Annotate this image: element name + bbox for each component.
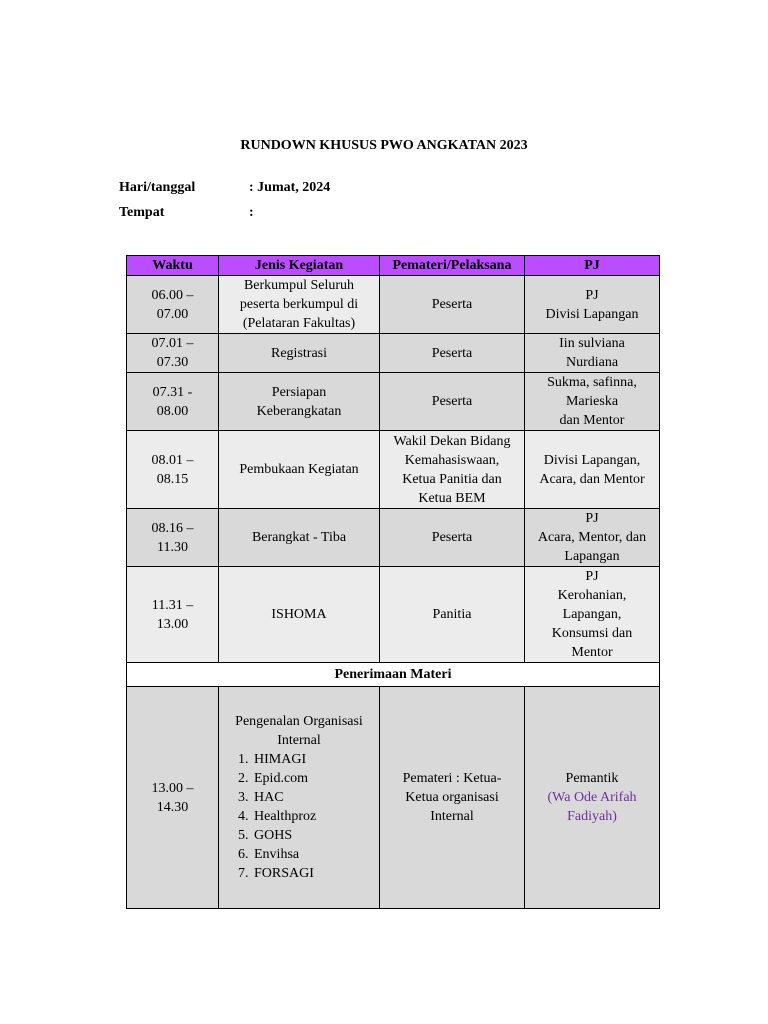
list-item: 3. HAC [252,788,376,807]
pj-cell [525,687,660,909]
table-header-row [127,256,660,276]
organisasi-list [222,750,376,883]
document-title: RUNDOWN KHUSUS PWO ANGKATAN 2023 [240,138,528,153]
info-tempat [119,205,254,221]
pj-cell: PJ Kerohanian, Lapangan, Konsumsi dan Mentor [525,567,660,663]
pj-name: (Wa Ode Arifah [547,790,637,805]
kegiatan-title-2: Internal [277,733,321,748]
section-row [127,663,660,687]
list-item: 6. Envihsa [252,845,376,864]
table-row [127,567,660,663]
tempat-value: : [249,205,254,220]
kegiatan-cell: Berkumpul Seluruh peserta berkumpul di (Pelataran Fakultas) [219,276,380,334]
pelaksana-cell: Peserta [380,276,525,334]
table-row [127,509,660,567]
waktu-cell: 11.31 – 13.00 [127,567,219,663]
pelaksana-cell: Pemateri : Ketua- Ketua organisasi Internal [380,687,525,909]
table-row [127,431,660,509]
hari-label: Hari/tanggal [119,180,196,195]
table-row [127,687,660,909]
list-item: 2. Epid.com [252,769,376,788]
table-row [127,373,660,431]
kegiatan-cell: Berangkat - Tiba [219,509,380,567]
kegiatan-cell: Pembukaan Kegiatan [219,431,380,509]
list-item: 5. GOHS [252,826,376,845]
header-pemateri: Pemateri/Pelaksana [380,256,525,276]
pj-cell: PJ Acara, Mentor, dan Lapangan [525,509,660,567]
pj-cell: Sukma, safinna, Marieska dan Mentor [525,373,660,431]
pelaksana-cell: Wakil Dekan Bidang Kemahasiswaan, Ketua Panitia dan Ketua BEM [380,431,525,509]
list-item: 7. FORSAGI [252,864,376,883]
kegiatan-cell: Persiapan Keberangkatan [219,373,380,431]
table-row [127,334,660,373]
kegiatan-title: Pengenalan Organisasi [235,714,363,729]
hari-value: : Jumat, 2024 [249,180,331,195]
kegiatan-cell: ISHOMA [219,567,380,663]
pj-name-2: Fadiyah) [567,809,617,824]
rundown-table [126,255,660,909]
pj-cell: PJ Divisi Lapangan [525,276,660,334]
section-title: Penerimaan Materi [127,663,660,687]
waktu-cell: 07.01 – 07.30 [127,334,219,373]
waktu-cell: 06.00 – 07.00 [127,276,219,334]
waktu-cell: 07.31 - 08.00 [127,373,219,431]
pj-cell: Divisi Lapangan, Acara, dan Mentor [525,431,660,509]
pelaksana-cell: Peserta [380,509,525,567]
pj-role: Pemantik [565,771,619,786]
list-item: 1. HIMAGI [252,750,376,769]
tempat-label: Tempat [119,205,165,220]
info-hari [119,180,330,196]
waktu-cell: 08.01 – 08.15 [127,431,219,509]
header-pj: PJ [525,256,660,276]
kegiatan-cell: Registrasi [219,334,380,373]
list-item: 4. Healthproz [252,807,376,826]
pj-cell: Iin sulviana Nurdiana [525,334,660,373]
pelaksana-cell: Peserta [380,334,525,373]
waktu-cell: 08.16 – 11.30 [127,509,219,567]
pelaksana-cell: Panitia [380,567,525,663]
waktu-cell: 13.00 – 14.30 [127,687,219,909]
table-row [127,276,660,334]
pelaksana-cell: Peserta [380,373,525,431]
kegiatan-cell [219,687,380,909]
header-jenis-kegiatan: Jenis Kegiatan [219,256,380,276]
header-waktu: Waktu [127,256,219,276]
